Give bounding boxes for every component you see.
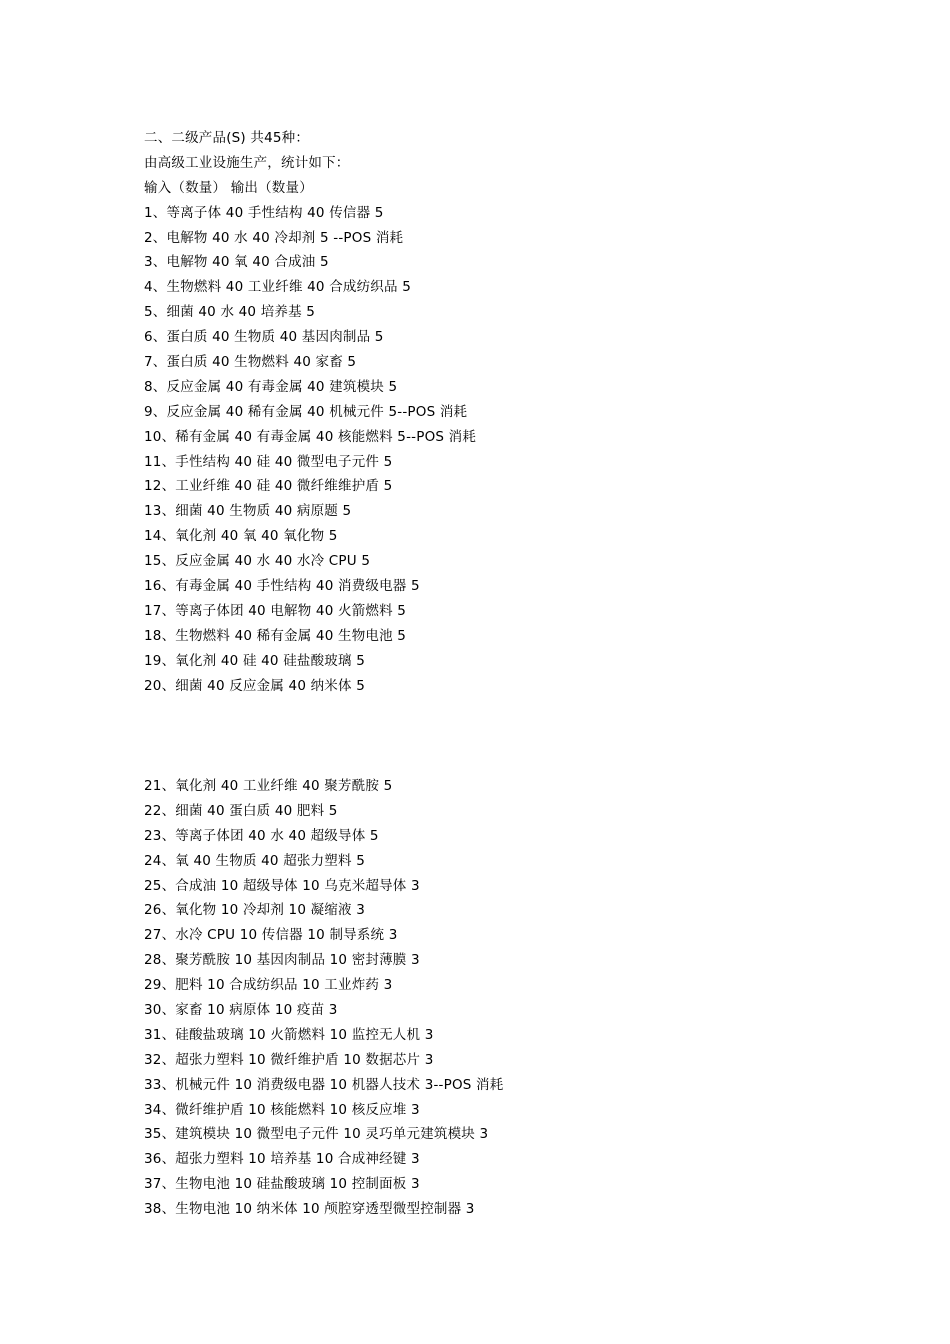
list-item: 7、蛋白质 40 生物燃料 40 家畜 5 xyxy=(144,354,357,371)
list-item: 16、有毒金属 40 手性结构 40 消费级电器 5 xyxy=(144,578,420,595)
list-item: 5、细菌 40 水 40 培养基 5 xyxy=(144,304,316,321)
list-item: 14、氧化剂 40 氧 40 氧化物 5 xyxy=(144,528,338,545)
list-item: 38、生物电池 10 纳米体 10 颅腔穿透型微型控制器 3 xyxy=(144,1201,475,1218)
list-item: 3、电解物 40 氧 40 合成油 5 xyxy=(144,254,329,271)
list-item: 24、氧 40 生物质 40 超张力塑料 5 xyxy=(144,852,365,869)
list-item: 20、细菌 40 反应金属 40 纳米体 5 xyxy=(144,677,365,694)
section-title: 二、二级产品(S) 共45种： xyxy=(144,130,310,146)
section-description: 由高级工业设施生产，统计如下： xyxy=(144,154,350,171)
list-item: 27、水冷 CPU 10 传信器 10 制导系统 3 xyxy=(144,927,398,944)
list-item: 19、氧化剂 40 硅 40 硅盐酸玻璃 5 xyxy=(144,652,365,669)
list-item: 34、微纤维护盾 10 核能燃料 10 核反应堆 3 xyxy=(144,1101,420,1118)
list-item: 35、建筑模块 10 微型电子元件 10 灵巧单元建筑模块 3 xyxy=(144,1126,489,1143)
list-item: 17、等离子体团 40 电解物 40 火箭燃料 5 xyxy=(144,602,407,619)
list-item: 32、超张力塑料 10 微纤维护盾 10 数据芯片 3 xyxy=(144,1051,434,1068)
list-item: 6、蛋白质 40 生物质 40 基因肉制品 5 xyxy=(144,329,384,346)
list-item: 12、工业纤维 40 硅 40 微纤维维护盾 5 xyxy=(144,478,393,495)
list-item: 25、合成油 10 超级导体 10 乌克米超导体 3 xyxy=(144,877,420,894)
list-item: 10、稀有金属 40 有毒金属 40 核能燃料 5--POS 消耗 xyxy=(144,428,477,445)
list-item: 8、反应金属 40 有毒金属 40 建筑模块 5 xyxy=(144,378,398,395)
list-item: 37、生物电池 10 硅盐酸玻璃 10 控制面板 3 xyxy=(144,1176,420,1193)
list-item: 11、手性结构 40 硅 40 微型电子元件 5 xyxy=(144,453,393,470)
list-item: 23、等离子体团 40 水 40 超级导体 5 xyxy=(144,827,379,844)
list-item: 31、硅酸盐玻璃 10 火箭燃料 10 监控无人机 3 xyxy=(144,1026,434,1043)
list-item: 4、生物燃料 40 工业纤维 40 合成纺织品 5 xyxy=(144,279,411,296)
list-item: 22、细菌 40 蛋白质 40 肥料 5 xyxy=(144,802,338,819)
list-item: 21、氧化剂 40 工业纤维 40 聚芳酰胺 5 xyxy=(144,778,393,794)
document-section-items-21-38 xyxy=(144,774,904,1222)
list-item: 33、机械元件 10 消费级电器 10 机器人技术 3--POS 消耗 xyxy=(144,1076,504,1093)
document-section-header-and-items-1-20 xyxy=(144,126,904,698)
list-item: 9、反应金属 40 稀有金属 40 机械元件 5--POS 消耗 xyxy=(144,403,468,420)
list-item: 18、生物燃料 40 稀有金属 40 生物电池 5 xyxy=(144,627,407,644)
list-item: 1、等离子体 40 手性结构 40 传信器 5 xyxy=(144,204,384,221)
list-item: 2、电解物 40 水 40 冷却剂 5 --POS 消耗 xyxy=(144,229,404,246)
list-item: 36、超张力塑料 10 培养基 10 合成神经键 3 xyxy=(144,1151,420,1168)
column-legend: 输入（数量） 输出（数量） xyxy=(144,179,313,196)
list-item: 30、家畜 10 病原体 10 疫苗 3 xyxy=(144,1002,338,1019)
list-item: 29、肥料 10 合成纺织品 10 工业炸药 3 xyxy=(144,977,393,994)
list-item: 15、反应金属 40 水 40 水冷 CPU 5 xyxy=(144,553,371,570)
list-item: 13、细菌 40 生物质 40 病原题 5 xyxy=(144,503,352,520)
list-item: 28、聚芳酰胺 10 基因肉制品 10 密封薄膜 3 xyxy=(144,952,420,969)
list-item: 26、氧化物 10 冷却剂 10 凝缩液 3 xyxy=(144,902,365,919)
